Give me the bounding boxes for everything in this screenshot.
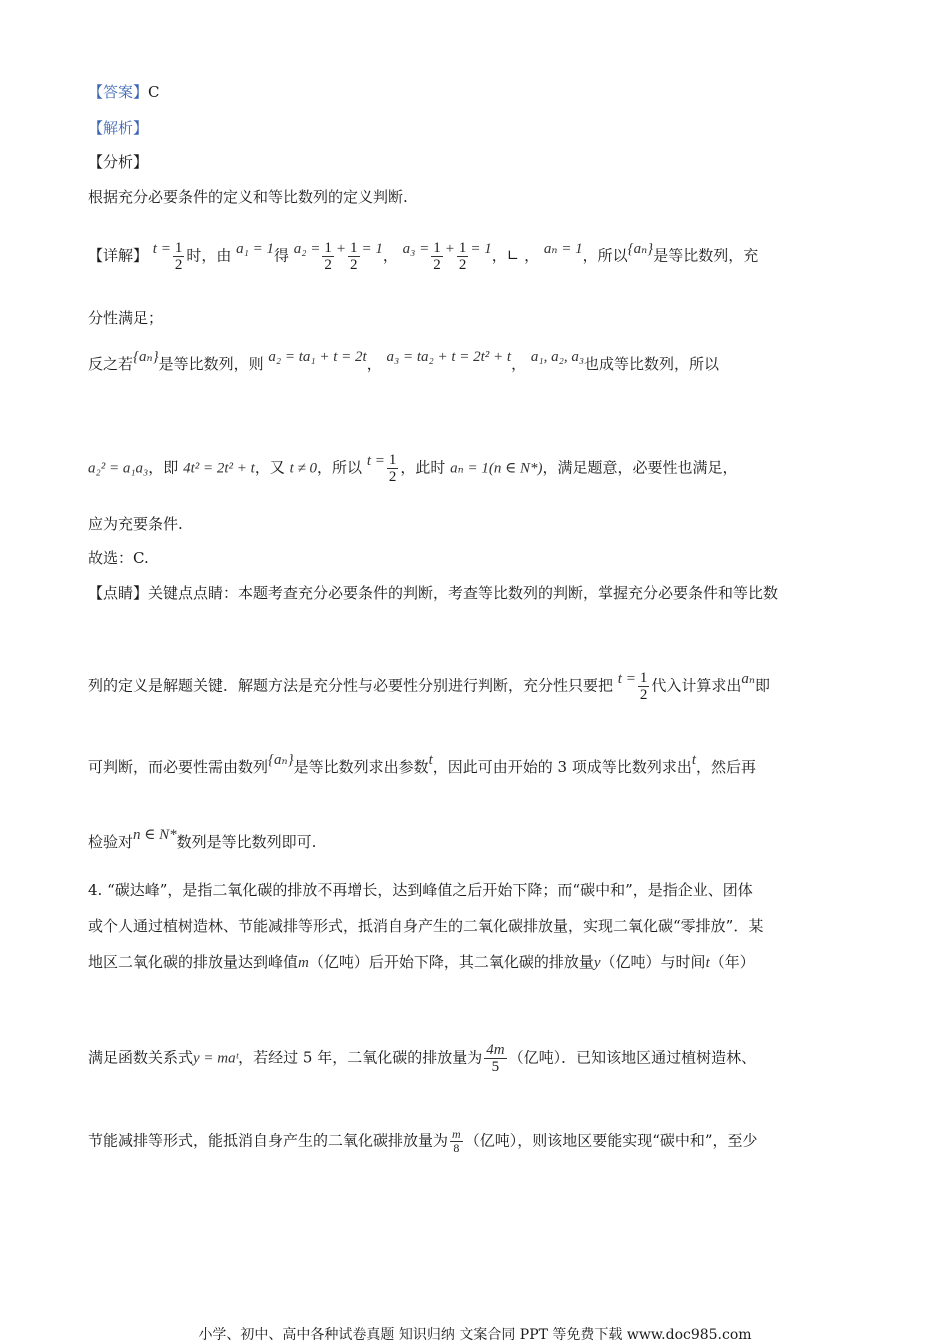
- comma-1: ，: [382, 246, 398, 265]
- q4-line4: [88, 1042, 756, 1075]
- q4-line3c: （亿吨）与时间: [600, 953, 706, 971]
- comment-tag: 【点睛】: [88, 584, 149, 602]
- q4-line2: 或个人通过植树造林、节能减排等形式，抵消自身产生的二氧化碳排放量，实现二氧化碳“零排放”．某: [88, 917, 764, 935]
- converse-seq: {aₙ}: [133, 349, 159, 365]
- an-eq: aₙ = 1: [543, 240, 583, 257]
- a1-eq: a₁ = 1: [236, 240, 274, 257]
- q4-line4c: （亿吨）．已知该地区通过植树造林、: [508, 1048, 757, 1067]
- comment-line1: [88, 583, 778, 603]
- expr2: 4t² = 2t² + t: [183, 460, 255, 477]
- a2-frac-2: $\frac{1}{2}$: [350, 240, 358, 273]
- converse-comma: ，: [366, 355, 382, 373]
- expr1: a₂² = a₁a₃: [88, 460, 149, 477]
- answer-line: [88, 82, 160, 102]
- fenxi-tag-line: [88, 152, 148, 172]
- expr4: aₙ = 1(n ∈ N*): [450, 460, 543, 477]
- a2-expr: a₂ = ta₁ + t = 2t: [268, 349, 367, 365]
- converse-text2: 是等比数列，则: [158, 355, 264, 373]
- line3: [88, 452, 737, 485]
- plus-2: +: [444, 240, 455, 257]
- detail-text4: 是等比数列，充: [653, 246, 759, 265]
- q4-line3b: （亿吨）后开始下降，其二氧化碳的排放量: [308, 953, 594, 971]
- converse-text1: 反之若: [88, 355, 134, 373]
- ellipsis: ，∟ ，: [491, 246, 540, 265]
- a3-eq: a₃ =: [402, 240, 430, 257]
- comment-text2: 列的定义是解题关键．解题方法是充分性与必要性分别进行判断，充分性只要把: [88, 676, 614, 695]
- q4-t: t: [705, 955, 710, 971]
- q4-formula: y = maᵗ: [193, 1050, 239, 1067]
- seq-an: {aₙ}: [627, 240, 654, 257]
- comment-text10: 数列是等比数列即可.: [176, 833, 317, 851]
- comment-line2: [88, 670, 770, 703]
- comment-t2: t: [691, 752, 697, 768]
- comment-text3: 代入计算求出: [651, 676, 742, 695]
- comment-nN: n ∈ N*: [133, 827, 177, 843]
- q4-line4a: 满足函数关系式: [88, 1048, 194, 1067]
- detail-line: [88, 240, 758, 273]
- q4-line1: 4. “碳达峰”，是指二氧化碳的排放不再增长，达到峰值之后开始下降；而“碳中和”，是指企业、团体: [88, 881, 753, 899]
- comment-text5: 可判断，而必要性需由数列: [88, 758, 269, 776]
- q4-line4b: ，若经过 5 年，二氧化碳的排放量为: [238, 1048, 483, 1067]
- comment-line3: [88, 752, 757, 778]
- q4-line3a: 地区二氧化碳的排放量达到峰值: [88, 953, 299, 971]
- detail-tag: 【详解】: [88, 246, 149, 265]
- detail-text3: ，所以: [582, 246, 628, 265]
- expr3: t ≠ 0: [289, 460, 318, 477]
- terms: a₁, a₂, a₃: [530, 349, 585, 365]
- a3-expr: a₃ = ta₂ + t = 2t² + t: [386, 349, 512, 365]
- analysis-tag-line: [88, 118, 148, 138]
- line3-t-eq: t =: [366, 452, 385, 469]
- t-eq: t =: [152, 240, 171, 257]
- a2-eq: a₂ =: [293, 240, 321, 257]
- eq-one-1: = 1: [361, 240, 383, 257]
- comment-text7: ，因此可由开始的 3 项成等比数列求出: [432, 758, 692, 776]
- answer-tag: 【答案】: [88, 83, 149, 101]
- fenxi-text: 根据充分必要条件的定义和等比数列的定义判断.: [88, 188, 408, 206]
- q4-m: m: [298, 955, 309, 971]
- detail-text1: 时，由: [186, 246, 232, 265]
- converse-comma2: ，: [511, 355, 527, 373]
- comment-text1: 关键点点睛：本题考查充分必要条件的判断，考查等比数列的判断，掌握充分必要条件和等比数: [148, 584, 779, 602]
- q4-y: y: [593, 955, 601, 971]
- a3-frac-1: $\frac{1}{2}$: [433, 240, 441, 273]
- line3-text4: ，此时: [400, 458, 446, 477]
- q4-frac2: $\frac{m}{8}$: [452, 1127, 461, 1155]
- q4-line3: [88, 952, 755, 973]
- comment-t: t: [428, 752, 433, 768]
- answer-value: C: [148, 83, 160, 101]
- page-footer: 小学、初中、高中各种试卷真题 知识归纳 文案合同 PPT 等免费下载 www.doc985.com: [198, 1327, 752, 1343]
- comment-text4: 即: [754, 676, 770, 695]
- converse-line: [88, 349, 720, 375]
- line3-text3: ，所以: [317, 458, 363, 477]
- half-fraction: $\frac{1}{2}$: [174, 240, 183, 273]
- comment-text8: ，然后再: [696, 758, 757, 776]
- a2-frac-1: $\frac{1}{2}$: [324, 240, 332, 273]
- comment-seq: {aₙ}: [268, 752, 294, 768]
- plus-1: +: [335, 240, 346, 257]
- comment-line4: [88, 827, 317, 853]
- a3-frac-2: $\frac{1}{2}$: [458, 240, 467, 273]
- comment-an: aₙ: [741, 670, 755, 687]
- comment-text6: 是等比数列求出参数: [293, 758, 429, 776]
- line3-text5: ，满足题意，必要性也满足，: [542, 458, 738, 477]
- converse-text3: 也成等比数列，所以: [584, 355, 720, 373]
- detail-text2: 得: [273, 246, 289, 265]
- conclusion: 应为充要条件.: [88, 515, 183, 533]
- line3-text2: ，又: [254, 458, 285, 477]
- q4-line3d: （年）: [709, 953, 755, 971]
- q4-line5: [88, 1128, 758, 1155]
- comment-t-eq: t =: [617, 670, 636, 687]
- comment-half: $\frac{1}{2}$: [639, 670, 648, 703]
- line3-half: $\frac{1}{2}$: [388, 452, 397, 485]
- q4-frac1: $\frac{4m}{5}$: [486, 1042, 505, 1075]
- eq-one-2: = 1: [470, 240, 492, 257]
- detail-text5: 分性满足；: [88, 309, 164, 327]
- comment-text9: 检验对: [88, 833, 134, 851]
- analysis-tag: 【解析】: [88, 119, 149, 137]
- choice: 故选：C.: [88, 549, 149, 567]
- q4-line5b: （亿吨），则该地区要能实现“碳中和”，至少: [464, 1131, 758, 1150]
- q4-line5a: 节能减排等形式，能抵消自身产生的二氧化碳排放量为: [88, 1131, 449, 1150]
- fenxi-tag: 【分析】: [88, 153, 149, 171]
- line3-text1: ，即: [148, 458, 179, 477]
